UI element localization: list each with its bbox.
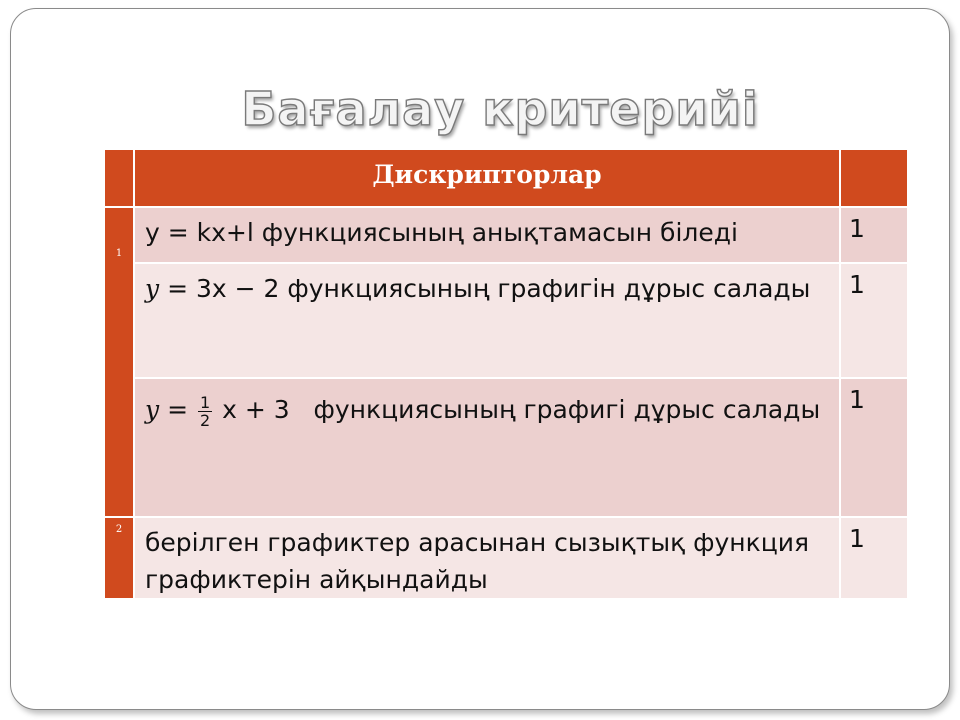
score-cell: 1 — [840, 263, 908, 378]
formula-rhs: x + 3 — [222, 395, 290, 424]
descriptor-cell: берілген графиктер арасынан сызықтық функция графиктерін айқындайды — [134, 517, 840, 599]
descriptor-cell: y = kx+l функциясының анықтамасын біледі — [134, 207, 840, 263]
table-row — [104, 263, 908, 378]
header-descriptors: Дискрипторлар — [134, 149, 840, 207]
group-number-1 — [104, 207, 134, 517]
score-cell: 1 — [840, 378, 908, 517]
table-row — [104, 207, 908, 263]
descriptor-cell — [134, 263, 840, 378]
formula-eq: = — [167, 395, 189, 424]
formula-lhs: y — [145, 395, 160, 424]
group-number-label: 2 — [115, 524, 123, 535]
group-number-label: 1 — [115, 248, 123, 259]
descriptor-text: функциясының графигін дұрыс салады — [287, 274, 811, 303]
formula-rhs: 3x − 2 — [195, 274, 280, 303]
score-cell: 1 — [840, 207, 908, 263]
fraction-denominator: 2 — [199, 410, 211, 430]
table-row — [104, 378, 908, 517]
descriptor-cell — [134, 378, 840, 517]
group-number-2 — [104, 517, 134, 599]
table-header-row — [104, 149, 908, 207]
table-row — [104, 517, 908, 599]
descriptor-text: функциясының графигі дұрыс салады — [313, 395, 821, 424]
fraction-numerator: 1 — [199, 392, 211, 412]
slide-title: Бағалау критерийі — [241, 82, 759, 136]
header-num-cell — [104, 149, 134, 207]
fraction — [198, 394, 212, 429]
score-cell: 1 — [840, 517, 908, 599]
criteria-table — [103, 148, 909, 600]
formula-eq: = — [167, 274, 189, 303]
formula-lhs: y — [145, 274, 160, 303]
header-score-cell — [840, 149, 908, 207]
